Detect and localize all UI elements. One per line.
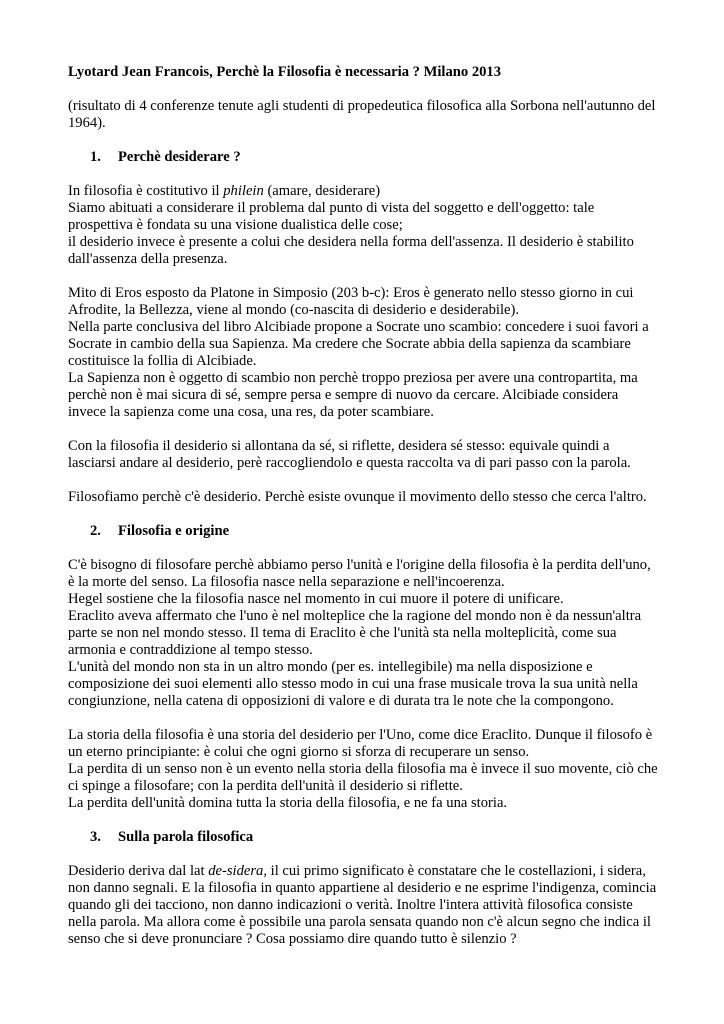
document-subtitle: (risultato di 4 conferenze tenute agli studenti di propedeutica filosofica alla Sorbona nell'autunno del 1964). xyxy=(68,98,656,131)
section-1-paragraph-1 xyxy=(68,183,658,268)
section-3-heading xyxy=(68,829,658,846)
section-1-paragraph-2: Mito di Eros esposto da Platone in Simposio (203 b-c): Eros è generato nello stesso giorno in cui Afrodite, la Bellezza, viene al mondo (co-nascita di desiderio e desiderabile). Nella parte conclusiva del libro Alcibiade propone a Socrate uno scambio: concedere i suoi favori a Socrate in cambio della sua Sapienza. Ma credere che Socrate abbia della sapienza da scambiare costituisce la follia di Alcibiade. La Sapienza non è oggetto di scambio non perchè troppo preziosa per avere una contropartita, ma perchè non è mai sicura di sé, sempre persa e sempre di nuovo da cercare. Alcibiade considera invece la sapienza come una cosa, una res, da poter scambiare. xyxy=(68,285,649,420)
text-run: , il cui primo significato è constatare che le costellazioni, i sidera, non danno segnali. E la filosofia in quanto appartiene al desiderio e ne esprime l'indigenza, comincia quando gli dei tacciono, non danno indicazioni o verità. Inoltre l'intera attività filosofica consiste nella parola. Ma allora come è possibile una parola sensata quando non c'è alcun segno che indica il senso che si deve pronunciare ? Cosa possiamo dire quando tutto è silenzio ? xyxy=(68,863,657,947)
section-2-paragraph-2: La storia della filosofia è una storia del desiderio per l'Uno, come dice Eraclito. Dunque il filosofo è un eterno principiante: è colui che ogni giorno si sforza di recuperare un senso. La perdita di un senso non è un evento nella storia della filosofia ma è invece il suo movente, ciò che ci spinge a filosofare; con la perdita dell'unità il desiderio si riflette. La perdita dell'unità domina tutta la storia della filosofia, e ne fa una storia. xyxy=(68,727,658,811)
section-2-number: 2. xyxy=(90,523,101,539)
section-3-title: Sulla parola filosofica xyxy=(118,829,254,845)
section-2-paragraph-1: C'è bisogno di filosofare perchè abbiamo perso l'unità e l'origine della filosofia è la perdita dell'uno, è la morte del senso. La filosofia nasce nella separazione e nell'incoerenza. Hegel sostiene che la filosofia nasce nel momento in cui muore il potere di unificare. Eraclito aveva affermato che l'uno è nel molteplice che la ragione del mondo non è da nessun'altra parte se non nel mondo stesso. Il tema di Eraclito è che l'unità sta nella molteplicità, come sua armonia e contraddizione al tempo stesso. L'unità del mondo non sta in un altro mondo (per es. intellegibile) ma nella disposizione e composizione dei suoi elementi allo stesso modo in cui una frase musicale trova la sua unità nella congiunzione, nella catena di opposizioni di valore e di durata tra le note che la compongono. xyxy=(68,557,651,709)
section-1-heading xyxy=(68,149,658,166)
text-run: Siamo abituati a considerare il problema dal punto di vista del soggetto e dell'oggetto: tale prospettiva è fondata su una visione dualistica delle cose; il desiderio invece è presente a colui che desidera nella forma dell'assenza. Il desiderio è stabilito dall'assenza della presenza. xyxy=(68,200,634,267)
section-2-heading xyxy=(68,523,658,540)
section-2-title: Filosofia e origine xyxy=(118,523,230,539)
text-run: Desiderio deriva dal lat xyxy=(68,863,209,879)
section-3-paragraph-1 xyxy=(68,863,658,948)
section-1-paragraph-3: Con la filosofia il desiderio si allontana da sé, si riflette, desidera sé stesso: equivale quindi a lasciarsi andare al desiderio, perè raccogliendolo e questa raccolta va di pari passo con la parola. xyxy=(68,438,631,471)
section-1-title: Perchè desiderare ? xyxy=(118,149,241,165)
text-run: In filosofia è costitutivo il xyxy=(68,183,224,199)
section-1-number: 1. xyxy=(90,149,101,165)
text-run: (amare, desiderare) xyxy=(263,183,381,199)
document-title: Lyotard Jean Francois, Perchè la Filosofia è necessaria ? Milano 2013 xyxy=(68,64,502,80)
section-3-number: 3. xyxy=(90,829,101,845)
emphasis-de-sidera: de-sidera xyxy=(208,863,264,879)
emphasis-philein: philein xyxy=(223,183,264,199)
section-1-paragraph-4: Filosofiamo perchè c'è desiderio. Perchè esiste ovunque il movimento dello stesso che cerca l'altro. xyxy=(68,489,647,505)
